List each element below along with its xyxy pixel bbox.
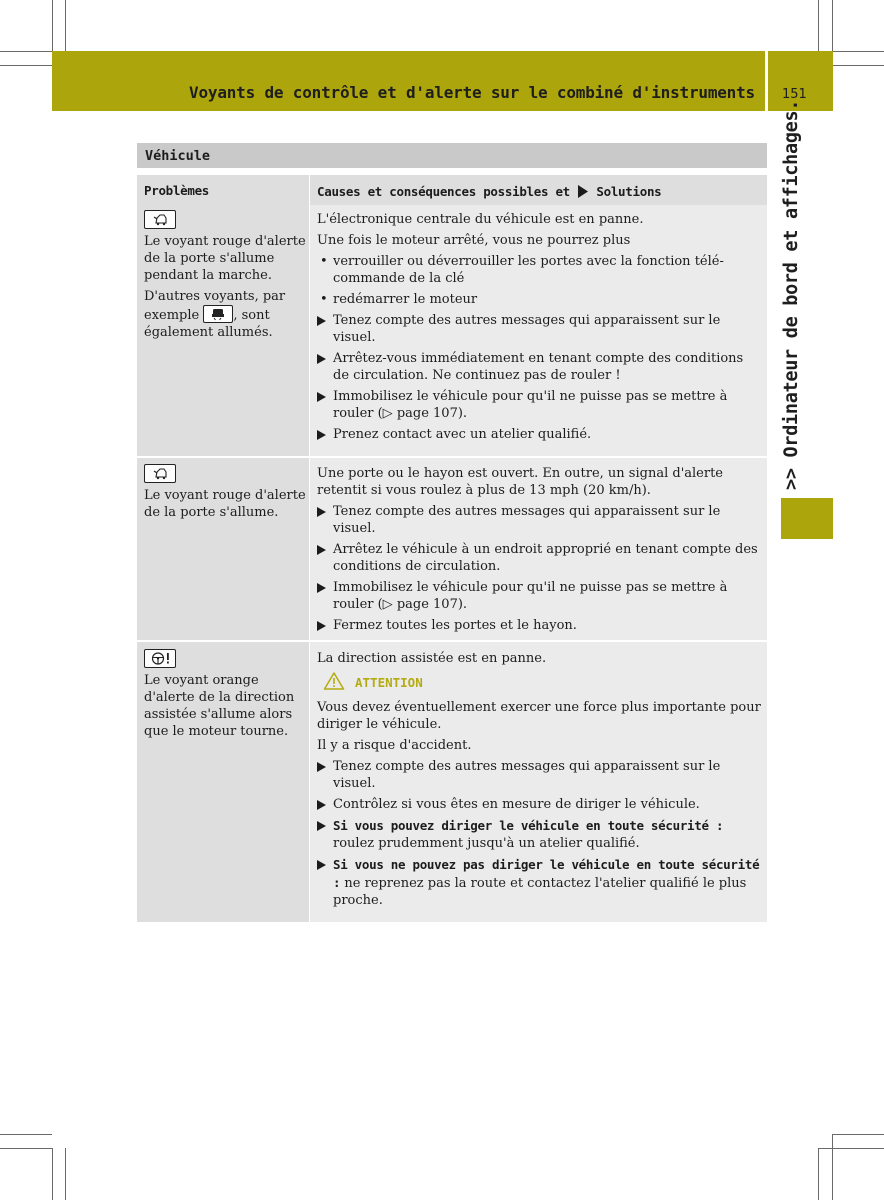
crop-mark [0, 1148, 52, 1149]
column-header-causes [310, 175, 767, 205]
page-title: Voyants de contrôle et d'alerte sur le combiné d'instruments [189, 83, 755, 102]
page-header [52, 51, 765, 111]
action-arrow-icon [317, 860, 326, 870]
action-step: Si vous ne pouvez pas diriger le véhicule en toute sécurité : ne reprenez pas la route et contactez l'atelier qualifié le plus proche. [317, 856, 763, 909]
crop-mark [832, 1134, 833, 1200]
action-arrow-icon [317, 583, 326, 593]
warning-text: Vous devez éventuellement exercer une force plus importante pour diriger le véhicule. [317, 700, 761, 732]
action-step: Immobilisez le véhicule pour qu'il ne puisse pas se mettre à rouler (▷ page 107). [317, 388, 763, 422]
chapter-tab-marker [781, 498, 833, 539]
cause-text: Une porte ou le hayon est ouvert. En outre, un signal d'alerte retentit si vous roulez à plus de 13 mph (20 km/h). [317, 466, 724, 498]
cause-text: L'électronique centrale du véhicule est en panne. [317, 212, 644, 227]
crop-mark [818, 0, 819, 51]
crop-mark [832, 0, 833, 51]
column-header-problems [137, 175, 309, 205]
page-number: 151 [782, 87, 807, 102]
table-row-problem [137, 642, 309, 922]
problem-text: Le voyant rouge d'alerte de la porte s'allume pendant la marche. [144, 234, 306, 283]
cause-text: La direction assistée est en panne. [317, 651, 547, 666]
action-arrow-icon [317, 762, 326, 772]
action-step: Tenez compte des autres messages qui apparaissent sur le visuel. [317, 503, 763, 537]
crop-mark [65, 1148, 66, 1200]
problem-text: Le voyant rouge d'alerte de la porte s'allume. [144, 488, 306, 520]
crop-mark [52, 0, 53, 51]
section-header [137, 143, 767, 168]
crop-mark [818, 1148, 884, 1149]
action-step: Arrêtez-vous immédiatement en tenant compte des conditions de circulation. Ne continuez pas de rouler ! [317, 350, 763, 384]
action-arrow-icon [317, 621, 326, 631]
action-step: Si vous pouvez diriger le véhicule en toute sécurité : roulez prudemment jusqu'à un atelier qualifié. [317, 817, 763, 852]
action-arrow-icon [317, 354, 326, 364]
action-step: Tenez compte des autres messages qui apparaissent sur le visuel. [317, 758, 763, 792]
action-step: Contrôlez si vous êtes en mesure de diriger le véhicule. [317, 796, 763, 813]
list-item: • redémarrer le moteur [320, 292, 478, 307]
column-header-label: Problèmes [144, 183, 210, 198]
chapter-title: >> Ordinateur de bord et affichages. [781, 99, 802, 490]
attention-label: ATTENTION [355, 675, 423, 690]
table-row-causes [310, 458, 767, 640]
action-arrow-icon [317, 316, 326, 326]
crop-mark [52, 1148, 53, 1200]
crop-mark [0, 65, 52, 66]
table-row-causes [310, 642, 767, 922]
action-arrow-icon [317, 800, 326, 810]
warning-triangle-icon [323, 671, 345, 691]
crop-mark [833, 65, 884, 66]
action-step: Tenez compte des autres messages qui apparaissent sur le visuel. [317, 312, 763, 346]
action-step: Fermez toutes les portes et le hayon. [317, 617, 763, 634]
action-arrow-icon [317, 430, 326, 440]
action-arrow-icon [317, 392, 326, 402]
list-item: • verrouiller ou déverrouiller les portes avec la fonction télé-commande de la clé [320, 254, 724, 286]
crop-mark [833, 1134, 884, 1135]
crop-mark [65, 0, 66, 51]
problem-text: Le voyant orange d'alerte de la direction assistée s'allume alors que le moteur tourne. [144, 673, 295, 739]
crop-mark [0, 51, 52, 52]
action-arrow-icon [317, 507, 326, 517]
table-row-problem [137, 458, 309, 640]
action-step: Prenez contact avec un atelier qualifié. [317, 426, 763, 443]
column-header-label: Causes et conséquences possibles et Solutions [317, 184, 662, 199]
action-arrow-icon [577, 185, 589, 198]
table-row-problem [137, 205, 309, 456]
problem-text: D'autres voyants, par exemple , sont également allumés. [144, 289, 286, 340]
action-step: Arrêtez le véhicule à un endroit approprié en tenant compte des conditions de circulation. [317, 541, 763, 575]
door-open-warning-icon [144, 464, 176, 483]
vehicle-warning-icon [203, 305, 233, 323]
crop-mark [833, 51, 884, 52]
action-arrow-icon [317, 545, 326, 555]
power-steering-warning-icon [144, 649, 176, 668]
section-title: Véhicule [145, 148, 211, 164]
action-step: Immobilisez le véhicule pour qu'il ne puisse pas se mettre à rouler (▷ page 107). [317, 579, 763, 613]
action-arrow-icon [317, 821, 326, 831]
warning-text: Il y a risque d'accident. [317, 738, 472, 753]
cause-text: Une fois le moteur arrêté, vous ne pourrez plus [317, 233, 631, 248]
table-row-causes [310, 205, 767, 456]
crop-mark [0, 1134, 52, 1135]
door-open-warning-icon [144, 210, 176, 229]
crop-mark [818, 1148, 819, 1200]
attention-notice [317, 671, 763, 695]
